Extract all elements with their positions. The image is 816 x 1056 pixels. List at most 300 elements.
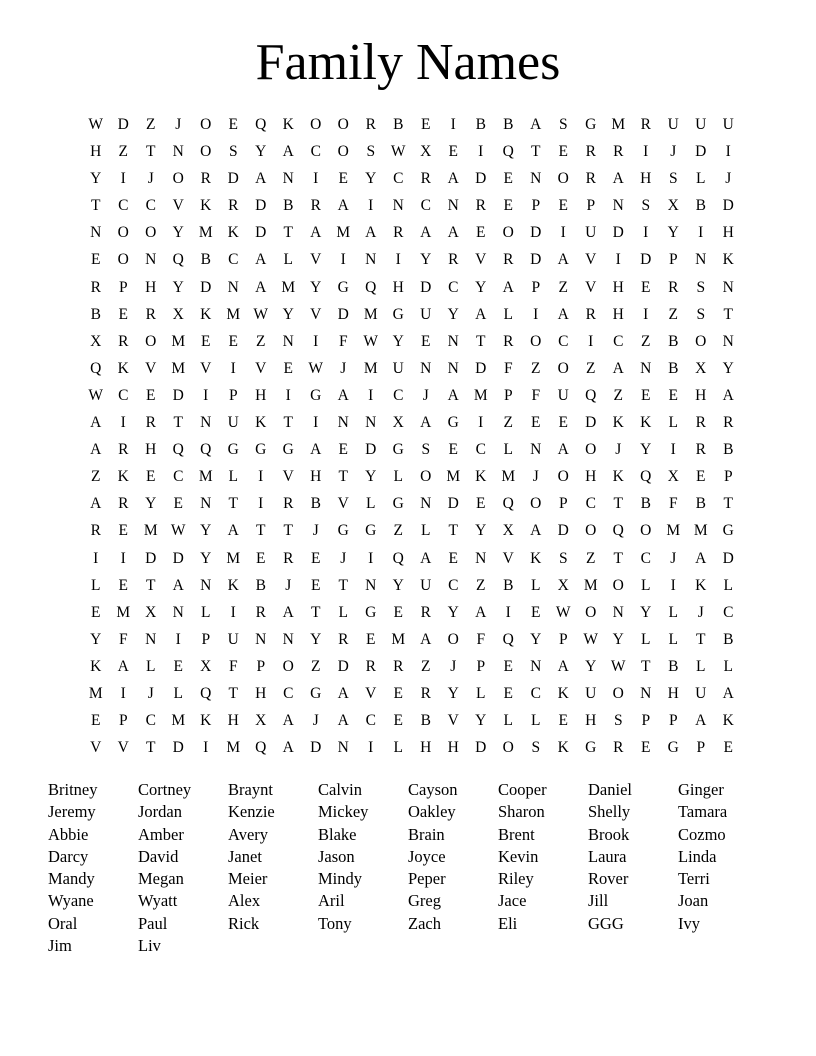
grid-letter: O <box>502 224 514 242</box>
grid-letter: H <box>145 278 157 296</box>
word-list-item: Cozmo <box>678 824 726 844</box>
grid-letter: Q <box>255 116 267 133</box>
grid-letter: B <box>475 116 486 133</box>
grid-letter: Y <box>640 441 652 459</box>
grid-letter: A <box>722 684 734 702</box>
grid-letter: Z <box>118 143 128 161</box>
grid-letter: F <box>118 630 128 648</box>
grid-letter: J <box>147 684 154 702</box>
grid-letter: S <box>366 143 376 161</box>
grid-row <box>82 463 742 490</box>
grid-letter: U <box>585 684 597 702</box>
grid-letter: V <box>200 359 212 377</box>
grid-letter: Q <box>502 630 514 648</box>
grid-letter: O <box>310 116 322 133</box>
grid-letter: G <box>310 386 322 404</box>
grid-letter: N <box>200 576 212 594</box>
grid-letter: N <box>172 143 184 161</box>
grid-letter: J <box>450 657 457 675</box>
grid-letter: C <box>640 549 651 567</box>
grid-letter: Z <box>311 657 321 675</box>
grid-letter: Z <box>613 386 623 404</box>
grid-letter: O <box>557 468 569 486</box>
grid-letter: W <box>363 332 379 350</box>
grid-letter: T <box>256 522 266 540</box>
grid-letter: S <box>421 441 431 459</box>
grid-letter: S <box>558 549 568 567</box>
grid-letter: C <box>393 386 404 404</box>
word-list-item: Wyane <box>48 891 94 911</box>
grid-letter: G <box>310 684 322 702</box>
grid-letter: P <box>256 657 266 675</box>
grid-letter: E <box>531 603 541 621</box>
grid-letter: R <box>585 305 596 323</box>
grid-letter: M <box>226 549 241 567</box>
grid-letter: X <box>667 197 679 215</box>
grid-letter: Z <box>393 522 403 540</box>
grid-letter: V <box>117 739 129 757</box>
grid-letter: A <box>365 224 377 242</box>
grid-letter: C <box>365 712 376 730</box>
grid-row <box>82 219 742 246</box>
grid-letter: O <box>612 684 624 702</box>
grid-letter: P <box>723 468 733 486</box>
grid-letter: T <box>613 549 623 567</box>
grid-row <box>82 246 742 273</box>
grid-letter: P <box>696 739 706 757</box>
grid-letter: L <box>91 576 101 594</box>
grid-letter: C <box>475 441 486 459</box>
grid-letter: R <box>118 495 129 513</box>
grid-letter: O <box>145 224 157 242</box>
grid-letter: N <box>282 630 294 648</box>
grid-letter: Y <box>90 630 102 648</box>
grid-letter: E <box>421 116 431 133</box>
grid-letter: O <box>585 441 597 459</box>
grid-letter: O <box>530 495 542 513</box>
grid-letter: S <box>668 170 678 188</box>
grid-letter: H <box>392 278 404 296</box>
grid-letter: F <box>668 495 678 513</box>
grid-letter: I <box>643 143 649 161</box>
grid-letter: C <box>723 603 734 621</box>
grid-letter: N <box>255 630 267 648</box>
grid-letter: D <box>200 278 212 296</box>
grid-letter: C <box>173 468 184 486</box>
grid-letter: E <box>421 332 431 350</box>
word-list-item: Shelly <box>588 802 631 822</box>
grid-letter: L <box>228 468 238 486</box>
grid-letter: E <box>338 170 348 188</box>
grid-letter: O <box>557 359 569 377</box>
grid-letter: M <box>693 522 708 540</box>
grid-letter: R <box>228 197 239 215</box>
grid-letter: E <box>448 549 458 567</box>
grid-letter: D <box>557 522 569 540</box>
grid-letter: Z <box>421 657 431 675</box>
grid-letter: I <box>285 386 291 404</box>
grid-letter: L <box>503 441 513 459</box>
grid-letter: U <box>557 386 569 404</box>
grid-letter: N <box>530 657 542 675</box>
grid-letter: Y <box>447 603 459 621</box>
grid-letter: R <box>695 441 706 459</box>
word-list-item: Linda <box>678 846 717 866</box>
grid-letter: G <box>227 441 239 459</box>
grid-letter: J <box>285 576 292 594</box>
grid-letter: O <box>502 739 514 757</box>
grid-letter: S <box>228 143 238 161</box>
grid-letter: U <box>722 116 734 133</box>
grid-letter: E <box>338 441 348 459</box>
grid-letter: Q <box>255 739 267 757</box>
grid-letter: I <box>93 549 99 567</box>
grid-letter: C <box>228 251 239 269</box>
word-list-item: Jill <box>588 891 609 911</box>
grid-letter: A <box>475 603 487 621</box>
grid-letter: V <box>310 305 322 323</box>
grid-letter: G <box>337 278 349 296</box>
grid-letter: N <box>337 739 349 757</box>
word-list-item: Kevin <box>498 846 539 866</box>
grid-letter: I <box>588 332 594 350</box>
grid-letter: Y <box>722 359 734 377</box>
grid-letter: I <box>313 170 319 188</box>
grid-letter: O <box>695 332 707 350</box>
grid-letter: D <box>337 305 349 323</box>
grid-letter: S <box>613 712 623 730</box>
grid-letter: E <box>393 684 403 702</box>
grid-letter: I <box>120 684 126 702</box>
grid-letter: S <box>641 197 651 215</box>
grid-letter: O <box>557 170 569 188</box>
grid-letter: A <box>447 386 459 404</box>
grid-letter: I <box>670 576 676 594</box>
grid-letter: V <box>475 251 487 269</box>
word-list-item: Janet <box>228 846 262 866</box>
grid-letter: R <box>448 251 459 269</box>
grid-letter: N <box>200 495 212 513</box>
grid-letter: W <box>555 603 571 621</box>
grid-letter: P <box>668 251 678 269</box>
grid-letter: G <box>392 305 404 323</box>
grid-letter: E <box>146 386 156 404</box>
grid-letter: L <box>201 603 211 621</box>
grid-letter: N <box>420 359 432 377</box>
grid-letter: D <box>172 739 184 757</box>
grid-letter: V <box>365 684 377 702</box>
grid-letter: E <box>366 630 376 648</box>
grid-letter: R <box>668 278 679 296</box>
grid-letter: B <box>310 495 321 513</box>
grid-letter: E <box>146 468 156 486</box>
grid-letter: X <box>392 414 404 432</box>
grid-letter: I <box>120 549 126 567</box>
grid-letter: N <box>227 278 239 296</box>
grid-row <box>82 355 742 382</box>
grid-letter: D <box>530 251 542 269</box>
grid-letter: Y <box>172 278 184 296</box>
grid-letter: H <box>255 386 267 404</box>
grid-letter: W <box>390 143 406 161</box>
grid-letter: H <box>420 739 432 757</box>
grid-letter: I <box>313 332 319 350</box>
grid-letter: L <box>696 170 706 188</box>
grid-letter: H <box>90 143 102 161</box>
grid-letter: C <box>558 332 569 350</box>
grid-letter: P <box>558 630 568 648</box>
grid-letter: L <box>641 576 651 594</box>
grid-letter: T <box>338 576 348 594</box>
grid-letter: G <box>365 522 377 540</box>
grid-letter: I <box>230 603 236 621</box>
word-list-item: Daniel <box>588 780 632 799</box>
grid-letter: Z <box>146 116 156 133</box>
grid-letter: R <box>393 657 404 675</box>
grid-letter: Y <box>475 522 487 540</box>
grid-letter: K <box>722 251 734 269</box>
grid-letter: M <box>171 332 186 350</box>
grid-letter: C <box>420 197 431 215</box>
word-list-item: Cortney <box>138 780 192 799</box>
grid-letter: I <box>395 251 401 269</box>
word-list-item: Oakley <box>408 802 456 822</box>
grid-letter: R <box>613 143 624 161</box>
grid-letter: T <box>283 522 293 540</box>
grid-letter: X <box>667 468 679 486</box>
grid-letter: K <box>117 468 129 486</box>
grid-letter: R <box>118 441 129 459</box>
grid-letter: J <box>340 359 347 377</box>
grid-letter: Y <box>172 224 184 242</box>
grid-letter: E <box>558 197 568 215</box>
grid-letter: J <box>615 441 622 459</box>
grid-letter: L <box>476 684 486 702</box>
grid-letter: E <box>668 386 678 404</box>
grid-letter: A <box>255 278 267 296</box>
grid-letter: Q <box>200 441 212 459</box>
grid-letter: E <box>641 278 651 296</box>
word-list-item: Britney <box>48 780 98 799</box>
grid-row <box>82 328 742 355</box>
grid-letter: K <box>557 684 569 702</box>
grid-letter: R <box>420 170 431 188</box>
grid-letter: D <box>722 197 734 215</box>
grid-letter: C <box>613 332 624 350</box>
word-list-item: Joan <box>678 891 709 911</box>
grid-letter: C <box>448 576 459 594</box>
grid-letter: N <box>420 495 432 513</box>
grid-letter: C <box>530 684 541 702</box>
grid-letter: E <box>311 549 321 567</box>
letter-grid <box>82 111 742 761</box>
grid-letter: T <box>448 522 458 540</box>
grid-letter: L <box>668 630 678 648</box>
word-list-item: Megan <box>138 869 184 889</box>
word-list-item: Alex <box>228 891 261 911</box>
grid-letter: E <box>641 739 651 757</box>
grid-letter: K <box>612 414 624 432</box>
grid-letter: R <box>365 116 376 133</box>
grid-letter: G <box>392 495 404 513</box>
grid-letter: I <box>175 630 181 648</box>
word-list-item: Sharon <box>498 802 545 822</box>
grid-letter: W <box>308 359 324 377</box>
grid-letter: Y <box>530 630 542 648</box>
word-list-item: Brook <box>588 824 630 844</box>
grid-letter: E <box>256 549 266 567</box>
grid-letter: T <box>228 495 238 513</box>
grid-row <box>82 572 742 599</box>
grid-letter: B <box>668 657 679 675</box>
grid-letter: E <box>558 414 568 432</box>
word-list-item: Jace <box>498 891 527 911</box>
grid-letter: L <box>668 603 678 621</box>
grid-letter: L <box>531 576 541 594</box>
grid-letter: W <box>610 657 626 675</box>
grid-letter: X <box>90 332 102 350</box>
grid-letter: I <box>450 116 456 133</box>
word-list-item: Meier <box>228 869 268 889</box>
grid-letter: N <box>145 251 157 269</box>
grid-letter: V <box>447 712 459 730</box>
grid-letter: J <box>725 170 732 188</box>
grid-letter: I <box>258 468 264 486</box>
grid-letter: R <box>503 251 514 269</box>
grid-letter: N <box>337 414 349 432</box>
grid-letter: U <box>392 359 404 377</box>
grid-row <box>82 165 742 192</box>
grid-letter: A <box>310 224 322 242</box>
grid-letter: S <box>558 116 568 133</box>
grid-letter: A <box>420 414 432 432</box>
grid-letter: J <box>312 712 319 730</box>
grid-letter: P <box>531 197 541 215</box>
grid-letter: G <box>667 739 679 757</box>
grid-letter: L <box>393 468 403 486</box>
grid-letter: H <box>667 684 679 702</box>
grid-row <box>82 599 742 626</box>
grid-row <box>82 707 742 734</box>
grid-letter: E <box>393 603 403 621</box>
grid-letter: R <box>118 332 129 350</box>
grid-letter: G <box>585 739 597 757</box>
grid-letter: A <box>447 224 459 242</box>
grid-row <box>82 734 742 761</box>
grid-letter: E <box>91 603 101 621</box>
grid-letter: C <box>585 495 596 513</box>
grid-letter: A <box>530 116 542 133</box>
grid-letter: F <box>503 359 513 377</box>
grid-letter: T <box>696 630 706 648</box>
grid-letter: N <box>447 359 459 377</box>
grid-letter: Y <box>90 170 102 188</box>
grid-letter: E <box>311 576 321 594</box>
grid-letter: L <box>146 657 156 675</box>
grid-letter: O <box>447 630 459 648</box>
grid-letter: R <box>283 495 294 513</box>
grid-letter: I <box>368 739 374 757</box>
grid-letter: U <box>227 414 239 432</box>
grid-letter: I <box>478 414 484 432</box>
grid-row <box>82 409 742 436</box>
grid-letter: T <box>173 414 183 432</box>
grid-letter: A <box>502 278 514 296</box>
grid-letter: K <box>695 576 707 594</box>
grid-letter: V <box>172 197 184 215</box>
grid-letter: O <box>145 332 157 350</box>
grid-letter: D <box>227 170 239 188</box>
grid-letter: A <box>695 549 707 567</box>
grid-letter: K <box>722 712 734 730</box>
grid-letter: A <box>90 414 102 432</box>
grid-letter: Q <box>200 684 212 702</box>
grid-letter: K <box>117 359 129 377</box>
grid-letter: L <box>503 305 513 323</box>
grid-letter: C <box>118 197 129 215</box>
grid-letter: L <box>283 251 293 269</box>
grid-letter: Y <box>475 278 487 296</box>
grid-letter: M <box>226 305 241 323</box>
grid-letter: U <box>695 116 707 133</box>
grid-letter: O <box>585 522 597 540</box>
grid-letter: M <box>171 712 186 730</box>
grid-letter: O <box>585 603 597 621</box>
grid-letter: B <box>695 495 706 513</box>
grid-letter: A <box>612 170 624 188</box>
grid-letter: C <box>145 712 156 730</box>
grid-letter: Z <box>586 549 596 567</box>
grid-letter: M <box>391 630 406 648</box>
grid-letter: V <box>585 278 597 296</box>
grid-letter: R <box>640 116 651 133</box>
grid-letter: Z <box>586 359 596 377</box>
grid-letter: Y <box>447 684 459 702</box>
grid-letter: Q <box>502 143 514 161</box>
word-list-item: Amber <box>138 824 184 844</box>
grid-letter: M <box>501 468 516 486</box>
grid-letter: V <box>145 359 157 377</box>
grid-letter: K <box>640 414 652 432</box>
word-list-item: Terri <box>678 869 710 889</box>
word-list-item: Aril <box>318 891 345 911</box>
grid-letter: L <box>668 414 678 432</box>
word-list-item: Mandy <box>48 869 95 889</box>
grid-letter: N <box>447 332 459 350</box>
grid-letter: I <box>340 251 346 269</box>
grid-letter: N <box>612 197 624 215</box>
grid-letter: T <box>338 468 348 486</box>
grid-letter: M <box>666 522 681 540</box>
grid-letter: Y <box>420 251 432 269</box>
grid-letter: C <box>145 197 156 215</box>
grid-letter: O <box>337 116 349 133</box>
grid-row <box>82 436 742 463</box>
grid-letter: A <box>282 603 294 621</box>
grid-letter: O <box>172 170 184 188</box>
word-list-item: Joyce <box>408 846 446 866</box>
grid-letter: E <box>201 332 211 350</box>
grid-letter: D <box>310 739 322 757</box>
grid-letter: I <box>120 414 126 432</box>
grid-letter: M <box>336 224 351 242</box>
grid-letter: M <box>171 359 186 377</box>
word-list-item: Brent <box>498 824 535 844</box>
grid-letter: H <box>722 224 734 242</box>
grid-letter: R <box>365 657 376 675</box>
grid-letter: Y <box>640 603 652 621</box>
grid-letter: O <box>337 143 349 161</box>
